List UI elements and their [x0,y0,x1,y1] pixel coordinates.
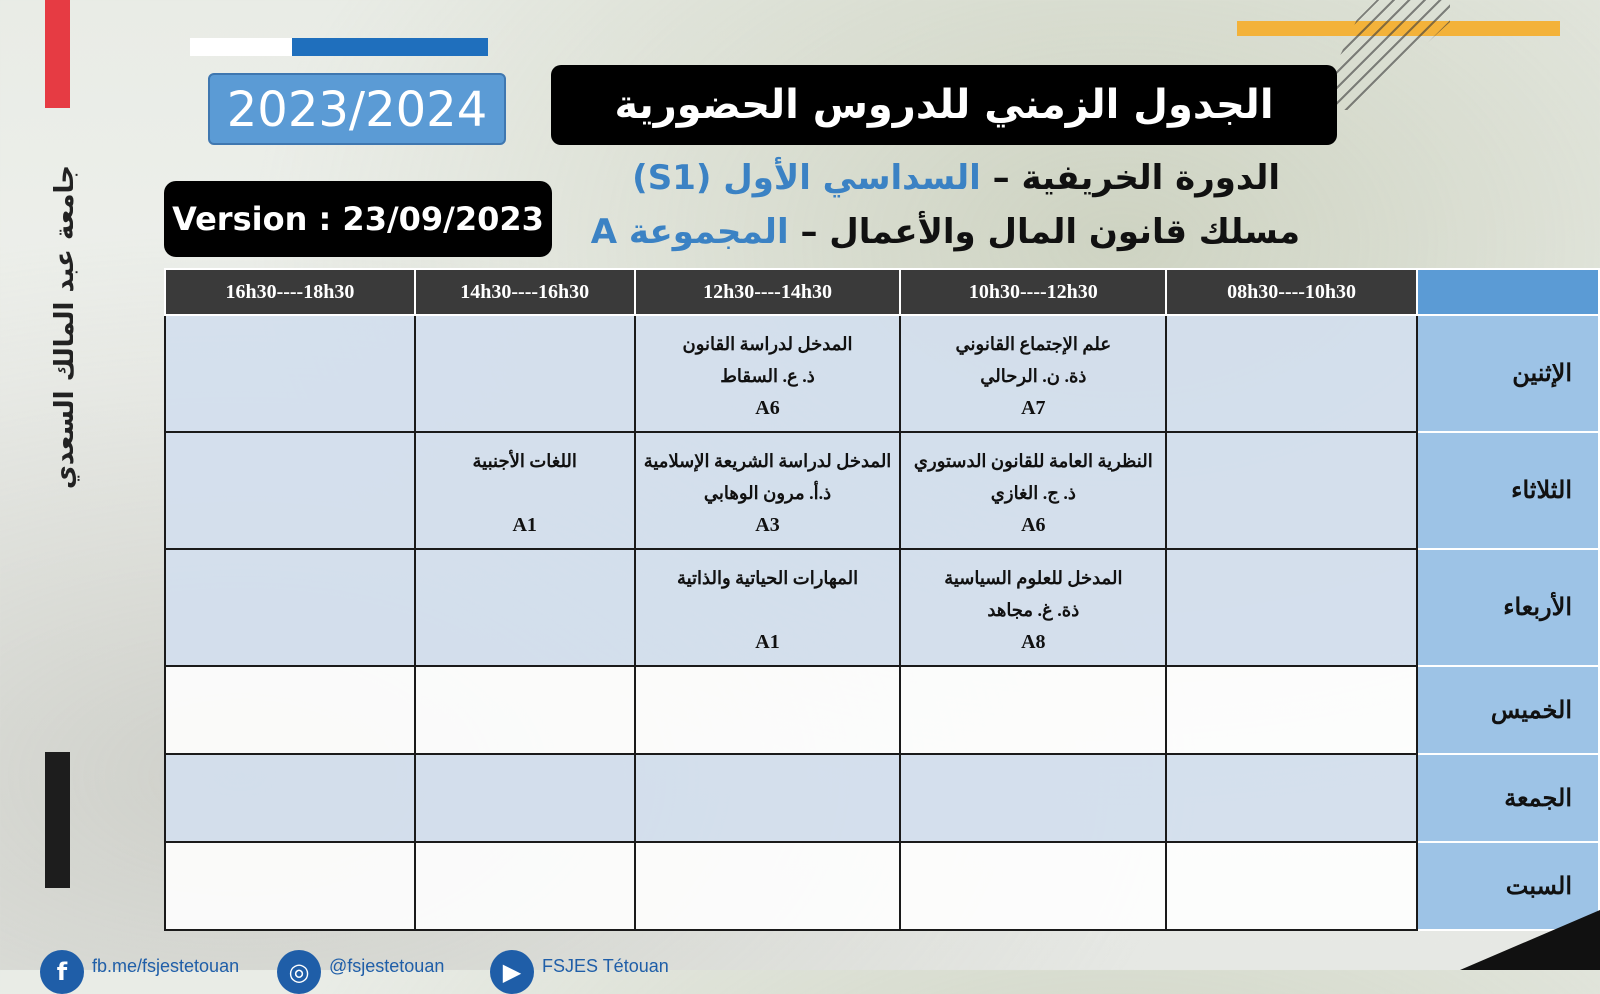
day-row [165,432,1599,549]
timetable-cell [415,549,635,666]
day-row [165,666,1599,754]
session-highlight: السداسي الأول (S1) [632,158,981,198]
timetable-cell [1166,549,1417,666]
professor-name: ذ.أ. مرون الوهابي [703,483,832,503]
room-label: A6 [1021,514,1046,536]
room-label: A6 [755,397,780,419]
room-label: A1 [512,514,537,536]
track-subtitle [590,205,1300,259]
black-accent-bar [45,752,70,888]
timetable-cell [635,432,901,549]
timetable-cell [900,666,1166,754]
timetable-cell [900,842,1166,930]
timetable-cell [165,842,415,930]
day-label: الإثنين [1417,315,1599,432]
social-footer [40,950,740,986]
timetable-cell [635,842,901,930]
timetable-cell [415,315,635,432]
university-name: جامعة عبد المالك السعدي [50,165,80,490]
hatch-decoration [1330,0,1450,110]
time-slot-header: 12h30----14h30 [635,269,901,315]
timetable-cell [415,842,635,930]
professor-name [416,477,634,509]
day-row [165,315,1599,432]
timetable-cell [415,432,635,549]
timetable-cell [1166,842,1417,930]
white-decor-line [190,38,292,56]
course-name: علم الإجتماع القانوني [955,334,1112,354]
professor-name: ذة. غ. مجاهد [987,600,1080,620]
timetable-cell [900,315,1166,432]
professor-name: ذ. ج. الغازي [990,483,1076,503]
time-slot-header: 14h30----16h30 [415,269,635,315]
timetable-cell [165,754,415,842]
timetable-cell [635,666,901,754]
course-name: النظرية العامة للقانون الدستوري [913,451,1153,471]
room-label: A8 [1021,631,1046,653]
course-name: المدخل لدراسة الشريعة الإسلامية [643,451,892,471]
version-badge: Version : 23/09/2023 [164,181,552,257]
facebook-icon: f [40,950,84,994]
timetable-cell [415,754,635,842]
page-title: الجدول الزمني للدروس الحضورية [551,65,1337,145]
professor-name: ذة. ن. الرحالي [980,366,1087,386]
professor-name [636,594,900,626]
day-label: الجمعة [1417,754,1599,842]
course-name: المدخل للعلوم السياسية [944,568,1123,588]
day-row [165,842,1599,930]
track-prefix: مسلك قانون المال والأعمال – [800,212,1300,252]
timetable-cell [635,549,901,666]
timetable-cell [165,432,415,549]
header-corner-cell [1417,269,1599,315]
timetable-cell [165,315,415,432]
room-label: A1 [755,631,780,653]
time-slot-header: 10h30----12h30 [900,269,1166,315]
timetable-cell [165,666,415,754]
day-label: الثلاثاء [1417,432,1599,549]
instagram-icon: ◎ [277,950,321,994]
day-row [165,754,1599,842]
timetable-cell [1166,432,1417,549]
timetable-cell [900,432,1166,549]
session-subtitle [632,153,1280,203]
facebook-link[interactable]: f fb.me/fsjestetouan [40,950,239,990]
blue-decor-line [292,38,488,56]
room-label: A3 [755,514,780,536]
course-name: المدخل لدراسة القانون [682,334,853,354]
red-accent-bar [45,0,70,108]
timetable-cell [415,666,635,754]
timetable-cell [1166,666,1417,754]
group-highlight: المجموعة A [590,212,789,252]
course-name: المهارات الحياتية والذاتية [676,568,859,588]
day-row [165,549,1599,666]
day-label: الأربعاء [1417,549,1599,666]
youtube-icon: ▶ [490,950,534,994]
timetable-header-row [165,269,1599,315]
timetable-cell [1166,315,1417,432]
session-prefix: الدورة الخريفية – [992,158,1280,198]
time-slot-header: 08h30----10h30 [1166,269,1417,315]
day-label: الخميس [1417,666,1599,754]
academic-year-badge: 2023/2024 [208,73,506,145]
timetable-cell [900,754,1166,842]
professor-name: ذ. ع. السقاط [720,366,815,386]
timetable-cell [635,754,901,842]
timetable-cell [900,549,1166,666]
youtube-link[interactable]: ▶ FSJES Tétouan [490,950,669,990]
time-slot-header: 16h30----18h30 [165,269,415,315]
timetable-cell [1166,754,1417,842]
course-name: اللغات الأجنبية [472,451,577,471]
timetable-cell [165,549,415,666]
day-label: السبت [1417,842,1599,930]
timetable-cell [635,315,901,432]
timetable [164,268,1600,931]
room-label: A7 [1021,397,1046,419]
instagram-link[interactable]: ◎ @fsjestetouan [277,950,444,990]
